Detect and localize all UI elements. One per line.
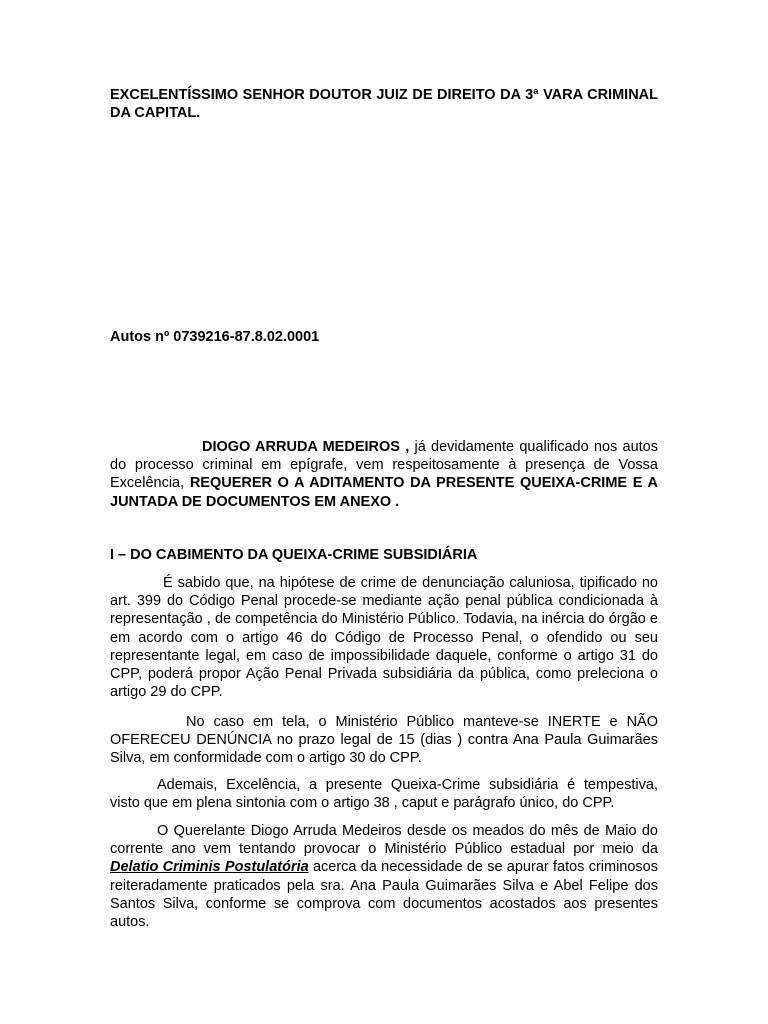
paragraph-3 — [110, 776, 658, 812]
document-heading: EXCELENTÍSSIMO SENHOR DOUTOR JUIZ DE DIREITO DA 3ª VARA CRIMINAL DA CAPITAL. — [110, 87, 658, 122]
paragraph-3-text: Ademais, Excelência, a presente Queixa-Crime subsidiária é tempestiva, visto que em plena sintonia com o artigo 38 , caput e parágrafo único, do CPP. — [110, 777, 658, 812]
case-number: Autos nº 0739216-87.8.02.0001 — [110, 329, 320, 345]
party-name: DIOGO ARRUDA MEDEIROS , — [202, 439, 410, 455]
latin-term: Delatio Criminis Postulatória — [110, 859, 309, 876]
paragraph-2 — [110, 713, 658, 768]
paragraph-1-text: É sabido que, na hipótese de crime de denunciação caluniosa, tipificado no art. 399 do Código Penal procede-se mediante ação penal pública condicionada à representação , de competência do Ministério Público. Todavia, na inércia do órgão e em acordo com o artigo 46 do Código de Processo Penal, o ofendido ou seu representante legal, em caso de impossibilidade daquele, conforme o artigo 31 do CPP, poderá propor Ação Penal Privada subsidiária da pública, como preleciona o artigo 29 do CPP. — [110, 575, 658, 701]
paragraph-2-text: No caso em tela, o Ministério Público manteve-se INERTE e NÃO OFERECEU DENÚNCIA no prazo legal de 15 (dias ) contra Ana Paula Guimarães Silva, em conformidade com o artigo 30 do CPP. — [110, 714, 658, 767]
paragraph-4-text-b: acerca da necessidade de se apurar fatos criminosos reiteradamente praticados pela sra. Ana Paula Guimarães Silva e Abel Felipe dos Santos Silva, conforme se comprova com documentos acostados aos presentes autos. — [110, 859, 658, 931]
paragraph-4 — [110, 822, 658, 931]
paragraph-4-text-a: O Querelante Diogo Arruda Medeiros desde os meados do mês de Maio do corrente ano vem tentando provocar o Ministério Público estadual por meio da — [110, 823, 658, 858]
paragraph-1 — [110, 574, 658, 701]
request-text: REQUERER O A ADITAMENTO DA PRESENTE QUEIXA-CRIME E A JUNTADA DE DOCUMENTOS EM ANEXO . — [110, 475, 658, 510]
intro-paragraph — [110, 438, 658, 511]
section-title: I – DO CABIMENTO DA QUEIXA-CRIME SUBSIDIÁRIA — [110, 547, 478, 563]
intro-text: já devidamente qualificado nos autos do processo criminal em epígrafe, vem respeitosamente à presença de Vossa Excelência, — [110, 439, 659, 492]
